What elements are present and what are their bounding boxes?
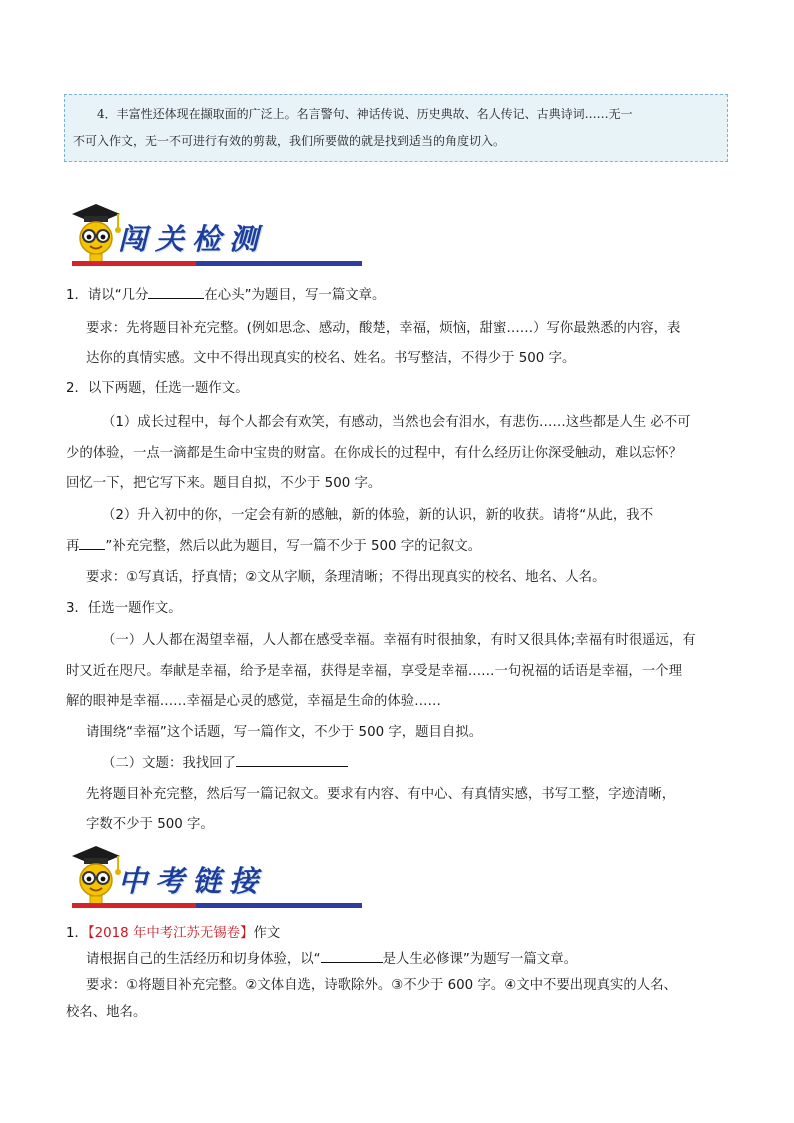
section-title-test: 闯关检测	[118, 222, 267, 256]
q2-p2-a: （2）升入初中的你，一定会有新的感触，新的体验，新的认识，新的收获。请将“从此，我不	[102, 508, 654, 523]
q2-blank	[79, 535, 105, 550]
header-bar-blue	[196, 261, 362, 266]
q2-p2-b: 再 ”补充完整，然后以此为题目，写一篇不少于 500 字的记叙文。	[66, 535, 481, 554]
q3-blank	[236, 752, 348, 767]
q1-title-line: 1．请以“几分 在心头”为题目，写一篇文章。	[66, 284, 385, 303]
q3-p1-a: （一）人人都在渴望幸福，人人都在感受幸福。幸福有时很抽象，有时又很具体;幸福有时很遥远，有	[102, 633, 696, 648]
exam-q1-line-2: 请根据自己的生活经历和切身体验，以“ 是人生必修课”为题写一篇文章。	[86, 948, 577, 967]
exam-source-tag: 【2018 年中考江苏无锡卷】	[87, 926, 254, 941]
q3-p1-d: 请围绕“幸福”这个话题，写一篇作文，不少于 500 字，题目自拟。	[86, 725, 483, 740]
q3-p1-c: 解的眼神是幸福……幸福是心灵的感觉，幸福是生命的体验……	[66, 694, 441, 709]
q3-p2-a: （二）文题：我找回了	[102, 752, 348, 771]
exam-q1-title: 1．【2018 年中考江苏无锡卷】作文	[66, 926, 281, 941]
q3-p2-b: 先将题目补充完整，然后写一篇记叙文。要求有内容、有中心、有真情实感，书写工整，字迹清晰，	[86, 787, 676, 802]
header-bar-red	[72, 261, 196, 266]
exam-q1-line-4: 校名、地名。	[66, 1005, 147, 1020]
q3-head: 3．任选一题作文。	[66, 601, 182, 616]
q3-p1-b: 时又近在咫尺。奉献是幸福，给予是幸福，获得是幸福，享受是幸福……一句祝福的话语是幸福，一个理	[66, 664, 682, 679]
q2-req: 要求：①写真话，抒真情；②文从字顺，条理清晰；不得出现真实的校名、地名、人名。	[86, 570, 606, 585]
note-box	[64, 94, 728, 162]
q1-req-1: 要求：先将题目补充完整。(例如思念、感动，酸楚，幸福，烦恼，甜蜜……）写你最熟悉的内容，表	[86, 321, 681, 336]
q3-p2-c: 字数不少于 500 字。	[86, 817, 214, 832]
q2-p1-a: （1）成长过程中，每个人都会有欢笑，有感动，当然也会有泪水，有悲伤……这些都是人生 必不可	[102, 415, 691, 430]
exam-q1-line-3: 要求：①将题目补充完整。②文体自选，诗歌除外。③不少于 600 字。④文中不要出现真实的人名、	[86, 978, 677, 993]
q2-head: 2．以下两题，任选一题作文。	[66, 381, 249, 396]
header-bar-red	[72, 903, 196, 908]
section-header-exam	[66, 838, 298, 912]
graduate-mascot-icon	[66, 196, 126, 268]
q2-p1-b: 少的体验，一点一滴都是生命中宝贵的财富。在你成长的过程中，有什么经历让你深受触动，难以忘怀？	[66, 446, 682, 461]
note-line-2: 不可入作文，无一不可进行有效的剪裁，我们所要做的就是找到适当的角度切入。	[73, 134, 506, 148]
q2-p1-c: 回忆一下，把它写下来。题目自拟，不少于 500 字。	[66, 476, 382, 491]
q1-blank	[148, 284, 204, 299]
graduate-mascot-icon	[66, 838, 126, 910]
q1-req-2: 达你的真情实感。文中不得出现真实的校名、姓名。书写整洁，不得少于 500 字。	[86, 351, 576, 366]
section-header-test	[66, 196, 298, 270]
exam-q1-blank	[321, 948, 383, 963]
section-title-exam: 中考链接	[118, 864, 267, 898]
header-bar-blue	[196, 903, 362, 908]
note-line-1: 4．丰富性还体现在撷取面的广泛上。名言警句、神话传说、历史典故、名人传记、古典诗词……无一	[97, 107, 633, 121]
